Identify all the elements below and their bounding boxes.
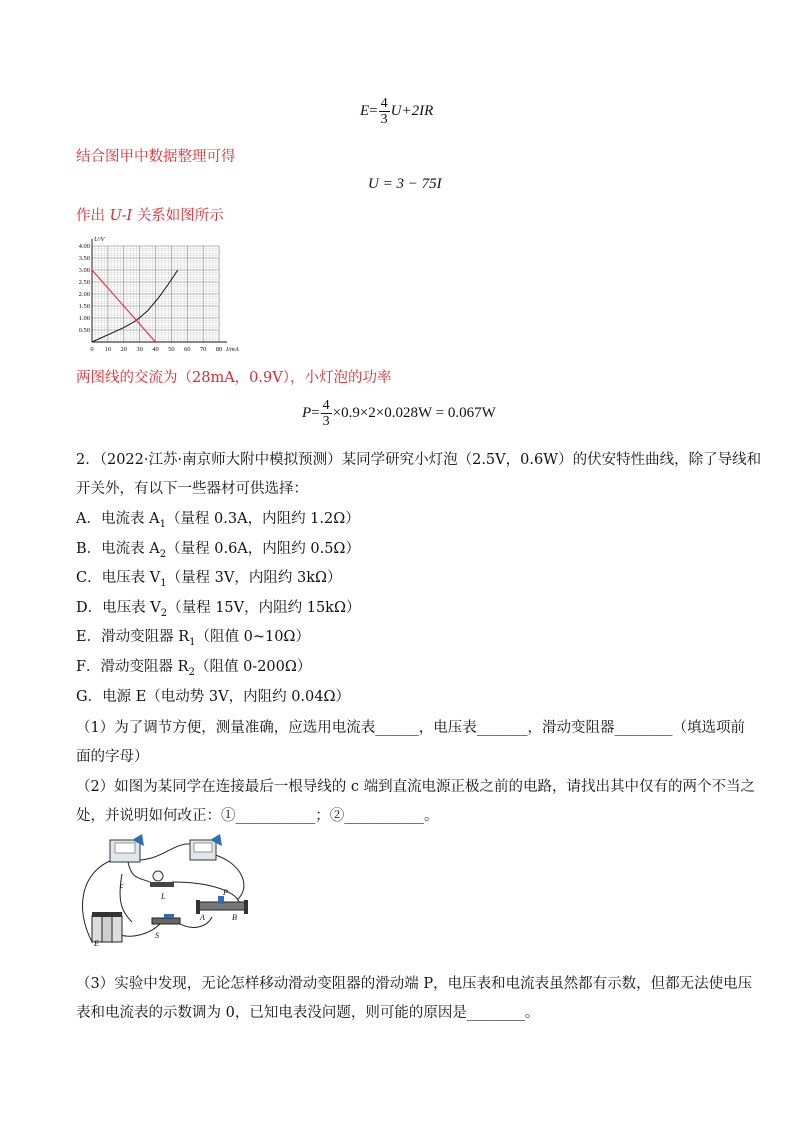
option-label: D．电压表 V <box>76 600 161 616</box>
label-p: P <box>223 888 228 897</box>
label-l: L <box>161 892 166 901</box>
option-detail: （阻值 0-200Ω） <box>194 659 312 675</box>
option-label: A．电流表 A <box>76 511 160 527</box>
label-s: S <box>155 931 159 940</box>
equation-u-i: U = 3 − 75I <box>368 176 442 192</box>
u-i-chart <box>70 232 260 358</box>
question-stem-1: 2．（2022·江苏·南京师大附中模拟预测）某同学研究小灯泡（2.5V，0.6W）的伏安特性曲线，除了导线和 <box>76 452 762 468</box>
y-tick-label: 2.00 <box>78 291 90 299</box>
x-tick-label: 40 <box>152 346 159 353</box>
part-1-line-2: 面的字母） <box>76 749 149 765</box>
part-2-line-1: （2）如图为某同学在连接最后一根导线的 c 端到直流电源正极之前的电路，请找出其中仅有的两个不当之 <box>76 779 756 795</box>
x-tick-label: 10 <box>104 346 112 353</box>
option-subscript: 1 <box>189 636 196 648</box>
solution-line-1: 结合图甲中数据整理可得 <box>76 149 236 165</box>
y-axis-label: U/V <box>94 235 105 243</box>
option-detail: （量程 0.6A，内阻约 0.5Ω） <box>166 541 360 557</box>
y-tick-label: 4.00 <box>78 243 90 251</box>
part-2-line-2: 处，并说明如何改正：①___________；②___________。 <box>76 808 439 824</box>
option-label: G．电源 E <box>76 689 147 705</box>
battery-icon <box>92 912 122 942</box>
option-detail: （量程 3V，内阻约 3kΩ） <box>166 570 342 586</box>
x-tick-label: 50 <box>168 346 175 353</box>
part-3-line-2: 表和电流表的示数调为 0，已知电表没问题，则可能的原因是________。 <box>76 1005 540 1021</box>
option-subscript: 2 <box>159 548 167 560</box>
option-label: E．滑动变阻器 R <box>76 629 190 645</box>
label-a: A <box>200 913 205 922</box>
lamp-icon <box>150 871 174 887</box>
option-subscript: 2 <box>160 607 168 619</box>
y-tick-label: 1.00 <box>78 315 90 323</box>
option-detail: （量程 15V，内阻约 15kΩ） <box>167 600 361 616</box>
option-label: F．滑动变阻器 R <box>76 659 189 675</box>
option-subscript: 1 <box>160 577 167 589</box>
option-label: B．电流表 A <box>76 541 160 557</box>
y-tick-label: 3.00 <box>78 267 90 275</box>
option-detail: （量程 0.3A，内阻约 1.2Ω） <box>165 511 360 527</box>
label-e: E <box>94 939 99 948</box>
y-tick-label: 1.50 <box>78 303 90 311</box>
solution-line-3: 两图线的交流为（28mA，0.9V），小灯泡的功率 <box>76 370 392 386</box>
option-subscript: 2 <box>188 666 195 678</box>
x-axis-label: I/mA <box>226 346 239 353</box>
rheostat-icon <box>196 896 248 914</box>
question-stem-2: 开关外，有以下一些器材可供选择： <box>76 481 308 497</box>
option-item <box>76 510 360 534</box>
option-item <box>76 688 350 706</box>
equation-emf: E= $\frac{4}{3}$ U+2IR <box>360 96 434 127</box>
solution-line-2: 作出 U-I 关系如图所示 <box>76 208 224 224</box>
y-tick-label: 3.50 <box>78 255 90 263</box>
y-tick-label: 0.50 <box>78 327 90 335</box>
x-tick-label: 0 <box>90 346 94 353</box>
option-detail: （电动势 3V，内阻约 0.04Ω） <box>146 689 351 705</box>
part-3-line-1: （3）实验中发现，无论怎样移动滑动变阻器的滑动端 P，电压表和电流表虽然都有示数，但都无法使电压 <box>76 976 753 992</box>
x-tick-label: 20 <box>120 346 128 353</box>
x-tick-label: 70 <box>199 346 207 353</box>
option-subscript: 1 <box>159 518 166 530</box>
switch-icon <box>152 914 180 924</box>
x-tick-label: 80 <box>215 346 223 353</box>
label-c: c <box>120 881 124 890</box>
label-b: B <box>232 913 237 922</box>
option-detail: （阻值 0~10Ω） <box>195 629 310 645</box>
option-item <box>76 540 360 564</box>
option-item <box>76 628 310 652</box>
option-item <box>76 599 361 623</box>
x-tick-label: 30 <box>136 346 143 353</box>
circuit-diagram <box>72 832 258 950</box>
part-1-line-1: （1）为了调节方便，测量准确，应选用电流表______，电压表_______，滑动变阻器________（填选项前 <box>76 720 745 736</box>
x-tick-label: 60 <box>184 346 191 353</box>
ammeter-icon <box>110 834 144 862</box>
option-item <box>76 569 342 593</box>
equation-power: P= $\frac{4}{3}$ ×0.9×2×0.028W = 0.067W <box>302 398 496 429</box>
option-label: C．电压表 V <box>76 570 161 586</box>
option-item <box>76 658 311 682</box>
y-tick-label: 2.50 <box>78 279 90 287</box>
